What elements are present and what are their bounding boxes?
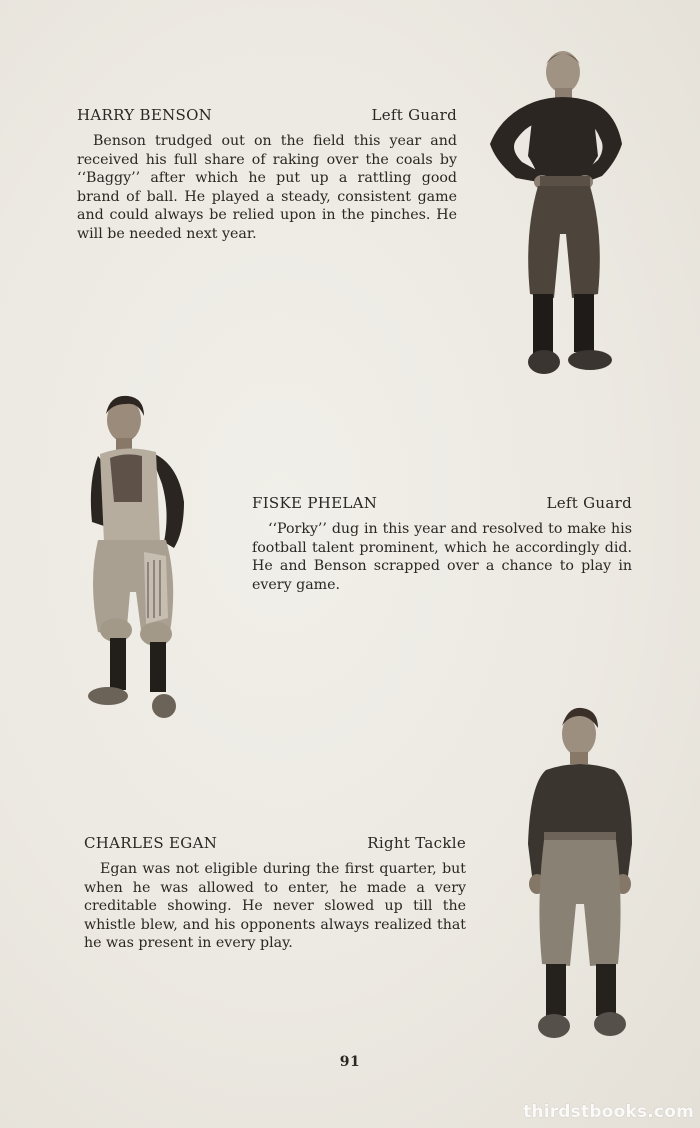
player-name: HARRY BENSON [77,106,213,124]
entry-header [252,494,632,512]
entry-harry-benson [77,106,457,244]
player-name: CHARLES EGAN [84,834,218,852]
player-description: Benson trudged out on the field this year and received his full share of raking over the coals by ‘‘Baggy’’ after which he put up a rattling good brand of ball. He played a steady, consistent game and could always be relied upon in the pinches. He will be needed next year. [77,133,457,242]
player-description: Egan was not eligible during the first quarter, but when he was allowed to enter, he made a very creditable showing. He never slowed up till the whistle blew, and his opponents always realized that he was present in every play. [84,861,466,952]
player-photo-egan [524,704,636,1046]
entry-fiske-phelan [252,494,632,594]
page-number: 91 [339,1054,361,1070]
player-name: FISKE PHELAN [252,494,378,512]
player-photo-benson [486,44,626,380]
watermark-text: thirdstbooks.com [523,1102,694,1122]
player-position: Left Guard [371,106,457,124]
player-position: Left Guard [546,494,632,512]
player-position: Right Tackle [367,834,466,852]
entry-header [77,106,457,124]
entry-charles-egan [84,834,466,953]
entry-header [84,834,466,852]
player-photo-phelan [86,392,188,724]
player-description: ‘‘Porky’’ dug in this year and resolved to make his football talent prominent, which he accordingly did. He and Benson scrapped over a chance to play in every game. [252,521,632,593]
